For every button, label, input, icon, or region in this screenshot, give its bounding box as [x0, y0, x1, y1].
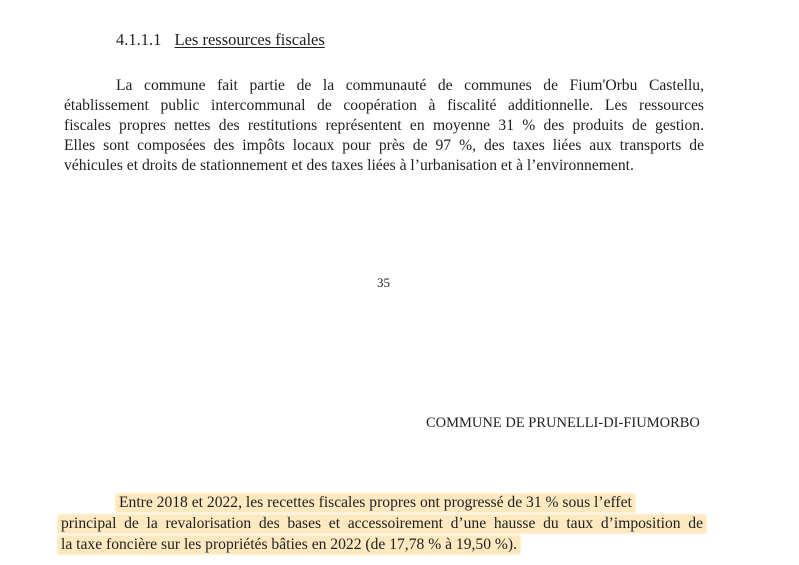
paragraph-line: [58, 534, 706, 555]
section-title: Les ressources fiscales: [174, 30, 325, 49]
paragraph-line: véhicules et droits de stationnement et des taxes liées à l’urbanisation et à l’environnement.: [64, 157, 634, 174]
running-header: COMMUNE DE PRUNELLI-DI-FIUMORBO: [426, 415, 700, 431]
paragraph-line: fiscales propres nettes des restitutions représentent en moyenne 31 % des produits de gestion.: [64, 117, 704, 134]
paragraph-line: La commune fait partie de la communauté de communes de Fium'Orbu Castellu,: [116, 77, 704, 94]
section-heading: [116, 30, 325, 50]
paragraph-line: Elles sont composées des impôts locaux pour près de 97 %, des taxes liées aux transports de: [64, 137, 704, 154]
highlighted-paragraph: [58, 492, 706, 555]
paragraph-line: établissement public intercommunal de coopération à fiscalité additionnelle. Les ressources: [64, 97, 704, 114]
highlighted-text: principal de la revalorisation des bases et accessoirement d’une hausse du taux d’imposition de: [58, 515, 706, 533]
highlighted-text: la taxe foncière sur les propriétés bâties en 2022 (de 17,78 % à 19,50 %).: [58, 536, 520, 554]
page-number: 35: [377, 275, 390, 290]
paragraph-line: [58, 513, 706, 534]
section-number: 4.1.1.1: [116, 30, 162, 49]
highlighted-text: Entre 2018 et 2022, les recettes fiscales propres ont progressé de 31 % sous l’effet: [116, 494, 635, 512]
paragraph-communaute: [64, 76, 704, 176]
paragraph-line: [58, 492, 706, 513]
